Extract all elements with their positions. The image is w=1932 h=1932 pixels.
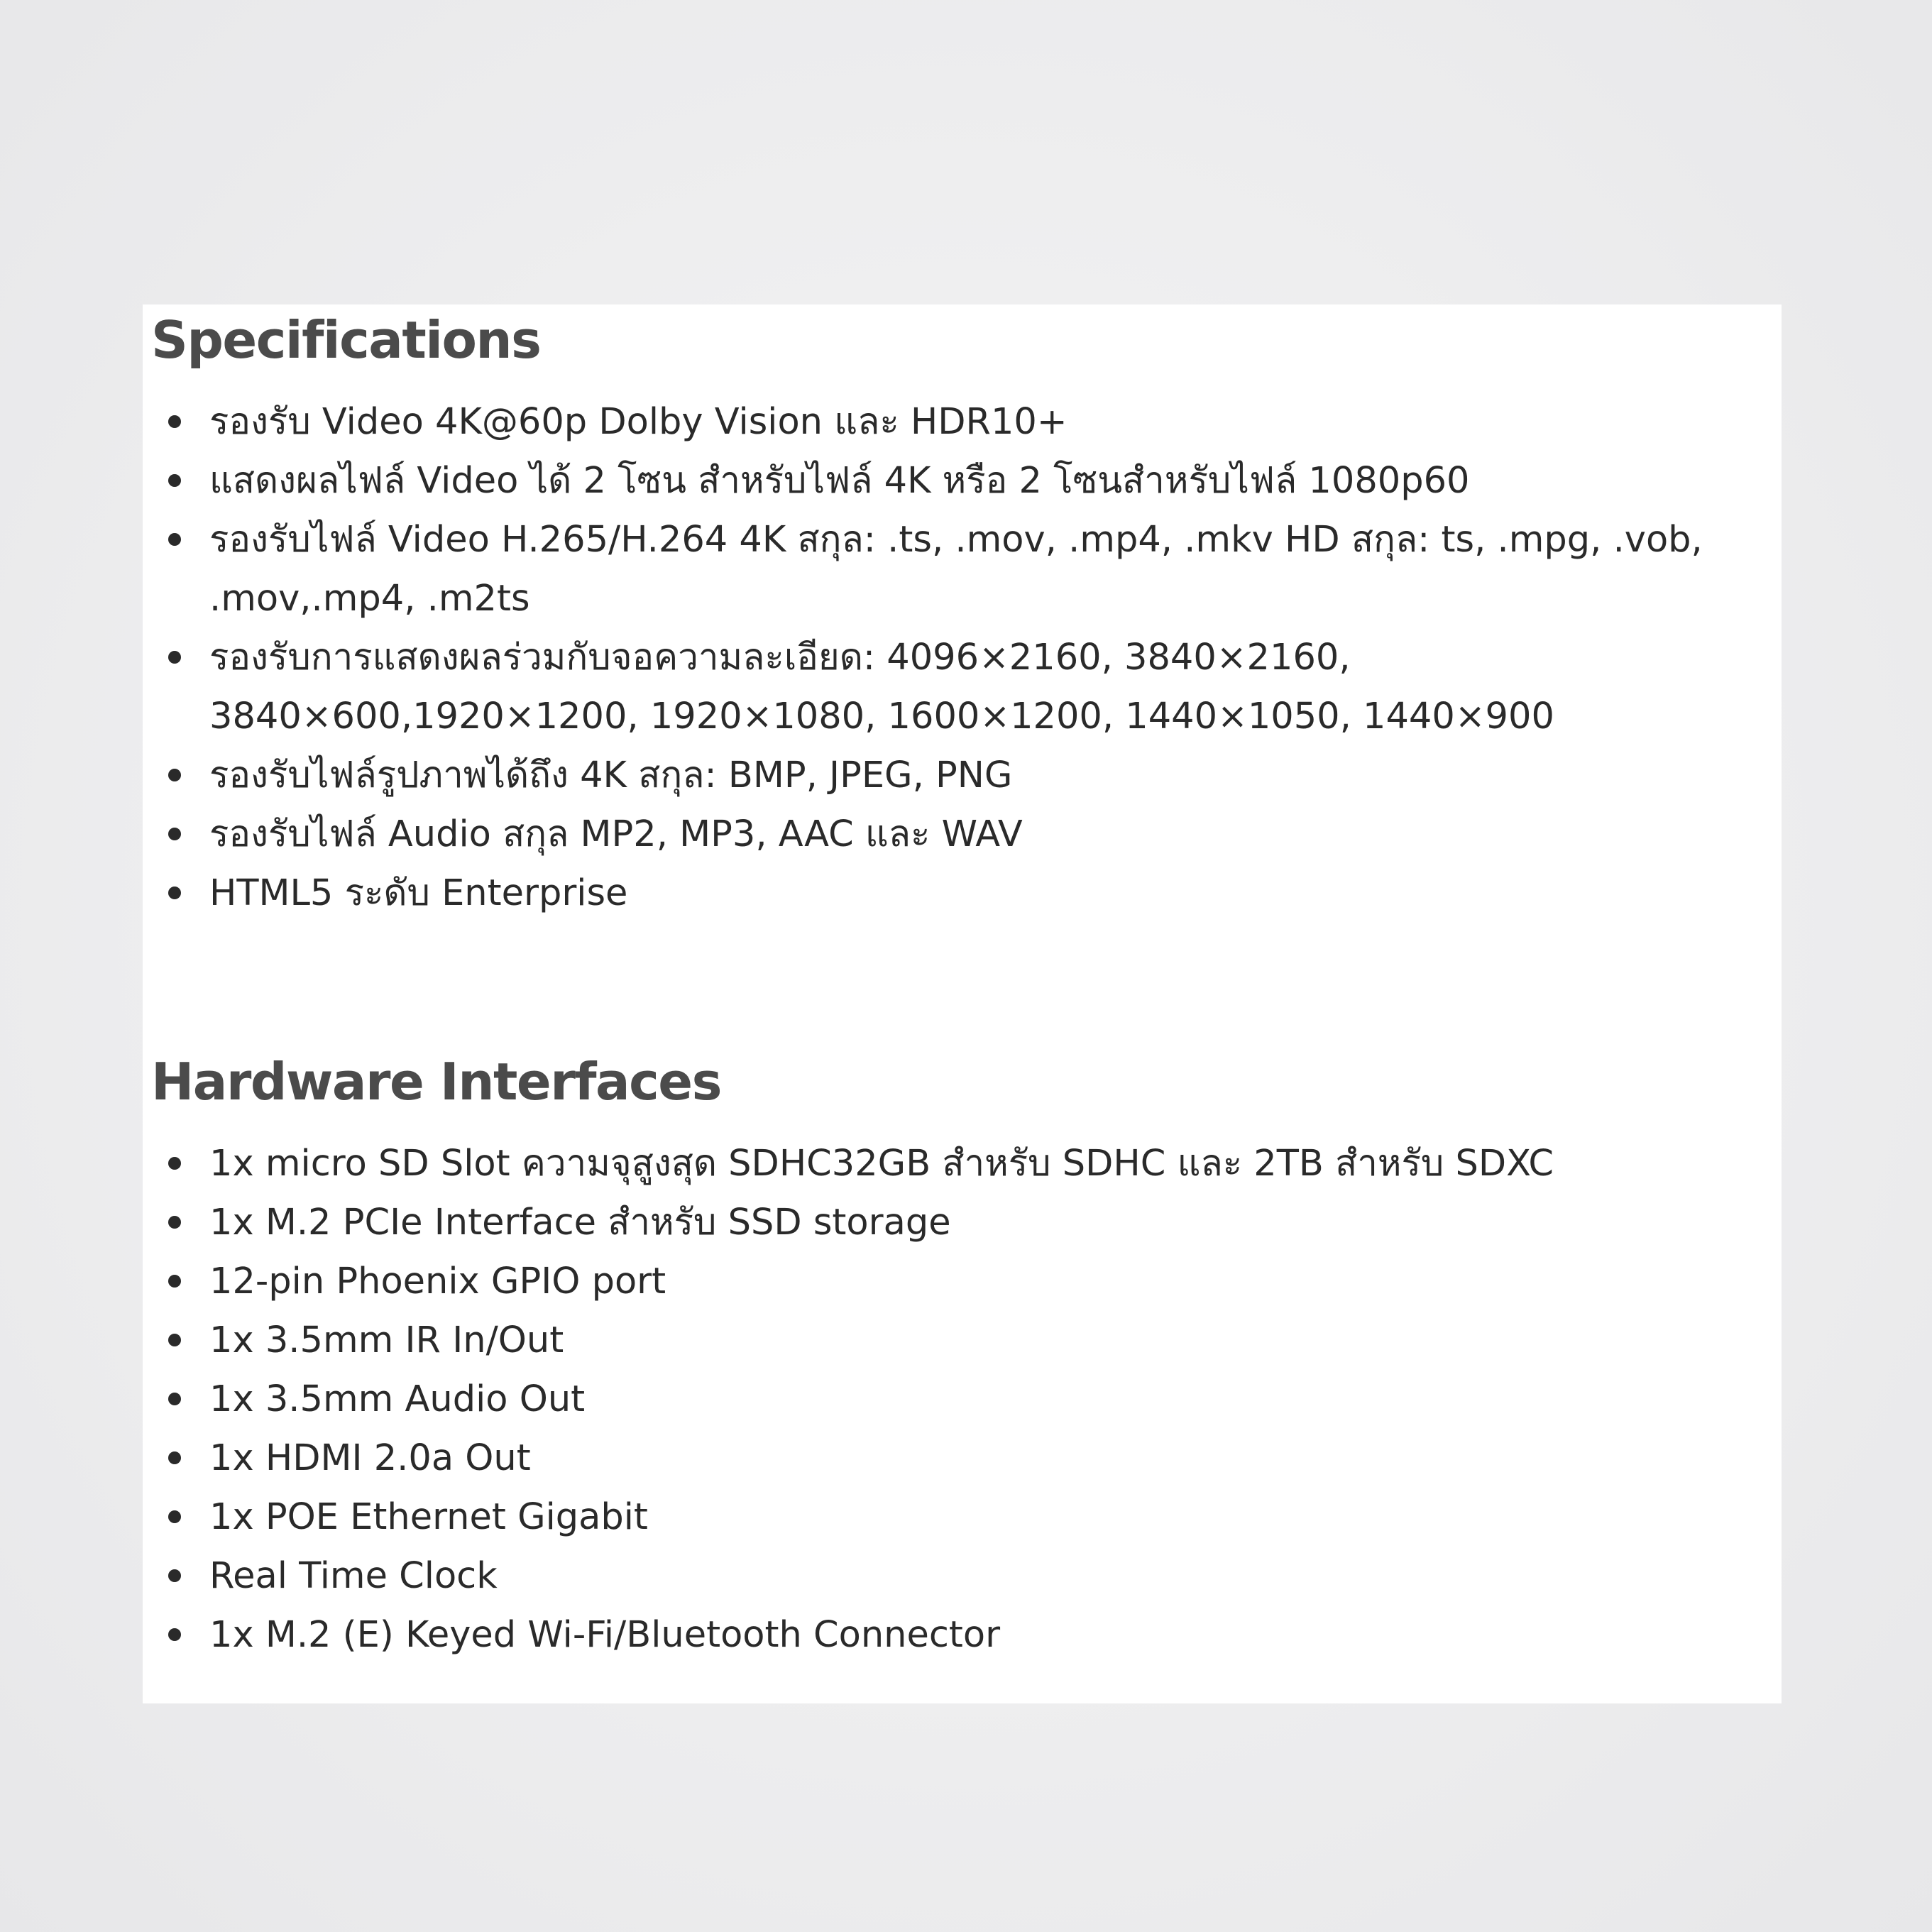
list-item-text: รองรับ Video 4K@60p Dolby Vision และ HDR10+: [209, 401, 1067, 443]
bullet-icon: [168, 769, 181, 781]
bullet-icon: [168, 651, 181, 664]
list-item-text: 1x M.2 (E) Keyed Wi-Fi/Bluetooth Connector: [209, 1614, 1001, 1656]
bullet-icon: [168, 1628, 181, 1641]
list-item: [151, 805, 1782, 864]
bullet-icon: [168, 1393, 181, 1405]
spec-card: [143, 304, 1782, 1703]
list-item: [151, 1252, 1782, 1311]
list-item: [151, 1429, 1782, 1488]
list-item: [151, 1370, 1782, 1429]
list-item-text: รองรับการแสดงผลร่วมกับจอความละเอียด: 4096×2160, 3840×2160, 3840×600,1920×1200, 1920×1080, 1600×1200, 1440×1050, 1440×900: [209, 637, 1554, 737]
list-item-text: รองรับไฟล์ Video H.265/H.264 4K สกุล: .ts, .mov, .mp4, .mkv HD สกุล: ts, .mpg, .vob, .mov,.mp4, .m2ts: [209, 519, 1703, 620]
list-item-text: รองรับไฟล์ Audio สกุล MP2, MP3, AAC และ WAV: [209, 813, 1023, 855]
hardware-interfaces-heading: Hardware Interfaces: [151, 1052, 721, 1112]
list-item: [151, 1311, 1782, 1370]
bullet-icon: [168, 1157, 181, 1170]
list-item-text: Real Time Clock: [209, 1555, 498, 1597]
bullet-icon: [168, 1569, 181, 1582]
list-item: [151, 1547, 1782, 1606]
list-item: [151, 451, 1782, 510]
bullet-icon: [168, 887, 181, 899]
bullet-icon: [168, 1334, 181, 1346]
list-item-text: 1x micro SD Slot ความจุสูงสุด SDHC32GB สำหรับ SDHC และ 2TB สำหรับ SDXC: [209, 1143, 1554, 1185]
list-item-text: 1x M.2 PCIe Interface สำหรับ SSD storage: [209, 1202, 951, 1244]
list-item: [151, 1134, 1782, 1193]
list-item: [151, 1193, 1782, 1252]
list-item: [151, 510, 1735, 628]
list-item-text: 1x 3.5mm Audio Out: [209, 1378, 586, 1420]
list-item: [151, 628, 1735, 746]
list-item: [151, 393, 1782, 451]
list-item: [151, 864, 1782, 923]
bullet-icon: [168, 1275, 181, 1288]
bullet-icon: [168, 1216, 181, 1229]
list-item: [151, 1606, 1782, 1664]
bullet-icon: [168, 1510, 181, 1523]
bullet-icon: [168, 533, 181, 546]
bullet-icon: [168, 415, 181, 428]
hardware-interfaces-list: [151, 1134, 1782, 1664]
bullet-icon: [168, 1451, 181, 1464]
list-item-text: แสดงผลไฟล์ Video ได้ 2 โซน สำหรับไฟล์ 4K หรือ 2 โซนสำหรับไฟล์ 1080p60: [209, 460, 1470, 502]
list-item-text: 1x HDMI 2.0a Out: [209, 1437, 531, 1479]
bullet-icon: [168, 828, 181, 840]
bullet-icon: [168, 474, 181, 487]
list-item: [151, 1488, 1782, 1547]
list-item-text: HTML5 ระดับ Enterprise: [209, 872, 628, 914]
list-item: [151, 746, 1782, 805]
list-item-text: รองรับไฟล์รูปภาพได้ถึง 4K สกุล: BMP, JPEG, PNG: [209, 754, 1013, 796]
specifications-list: [151, 393, 1782, 923]
specifications-heading: Specifications: [151, 310, 541, 370]
list-item-text: 12-pin Phoenix GPIO port: [209, 1261, 666, 1302]
list-item-text: 1x POE Ethernet Gigabit: [209, 1496, 648, 1538]
list-item-text: 1x 3.5mm IR In/Out: [209, 1319, 564, 1361]
